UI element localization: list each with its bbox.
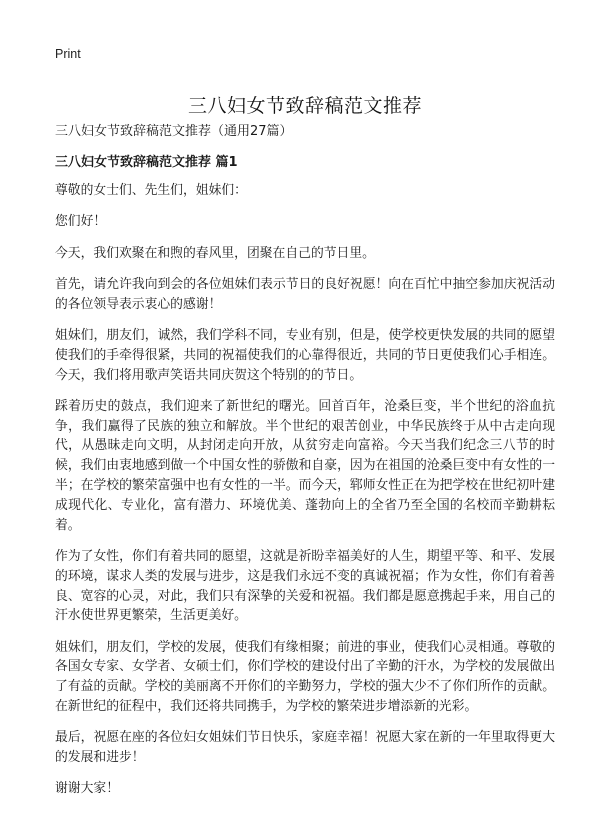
section-heading: 三八妇女节致辞稿范文推荐 篇1 — [55, 155, 238, 170]
print-link[interactable]: Print — [55, 47, 81, 61]
paragraph: 踩着历史的鼓点，我们迎来了新世纪的曙光。回首百年，沧桑巨变，半个世纪的浴血抗争，我们赢得了民族的独立和解放。半个世纪的艰苦创业，中华民族终于从中古走向现代，从愚昧走向文明，从封闭走向开放，从贫穷走向富裕。今天当我们纪念三八节的时候，我们由衷地感到做一个中国女性的骄傲和自豪，因为在祖国的沧桑巨变中有女性的一半；在学校的繁荣富强中也有女性的一半。而今天，郓师女性正在为把学校在世纪初叶建成现代化、专业化，富有潜力、环境优美、蓬勃向上的全省乃至全国的名校而辛勤耕耘着。 — [55, 398, 555, 533]
paragraph: 今天，我们欢聚在和煦的春风里，团聚在自己的节日里。 — [55, 245, 375, 261]
document-subtitle: 三八妇女节致辞稿范文推荐（通用27篇） — [55, 124, 293, 139]
document-body — [55, 181, 555, 811]
paragraph: 作为了女性，你们有着共同的愿望，这就是祈盼幸福美好的人生，期望平等、和平、发展的环境，谋求人类的发展与进步，这是我们永远不变的真诚祝福；作为女性，你们有着善良、宽容的心灵，对此，我们只有深挚的关爱和祝福。我们都是愿意携起手来，用自己的汗水使世界更繁荣，生活更美好。 — [55, 548, 555, 624]
paragraph-closing: 谢谢大家！ — [55, 781, 119, 797]
paragraph: 最后，祝愿在座的各位妇女姐妹们节日快乐，家庭幸福！祝愿大家在新的一年里取得更大的发展和进步！ — [55, 730, 555, 766]
paragraph: 姐妹们，朋友们，诚然，我们学科不同，专业有别，但是，使学校更快发展的共同的愿望使我们的手牵得很紧，共同的祝福使我们的心靠得很近，共同的节日更使我们心手相连。今天，我们将用歌声笑语共同庆贺这个特别的的节日。 — [55, 327, 555, 383]
paragraph: 首先，请允许我向到会的各位姐妹们表示节日的良好祝愿！向在百忙中抽空参加庆祝活动的各位领导表示衷心的感谢！ — [55, 276, 555, 312]
page-title: 三八妇女节致辞稿范文推荐 — [187, 94, 422, 117]
paragraph-hello: 您们好！ — [55, 214, 107, 230]
paragraph-greeting: 尊敬的女士们、先生们，姐妹们： — [55, 183, 247, 198]
paragraph: 姐妹们，朋友们，学校的发展，使我们有缘相聚；前进的事业，使我们心灵相通。尊敬的各国女专家、女学者、女硕士们，你们学校的建设付出了辛勤的汗水，为学校的发展做出了有益的贡献。学校的美丽离不开你们的辛勤努力，学校的强大少不了你们所作的贡献。在新世纪的征程中，我们还将共同携手，为学校的繁荣进步增添新的光彩。 — [55, 639, 555, 715]
